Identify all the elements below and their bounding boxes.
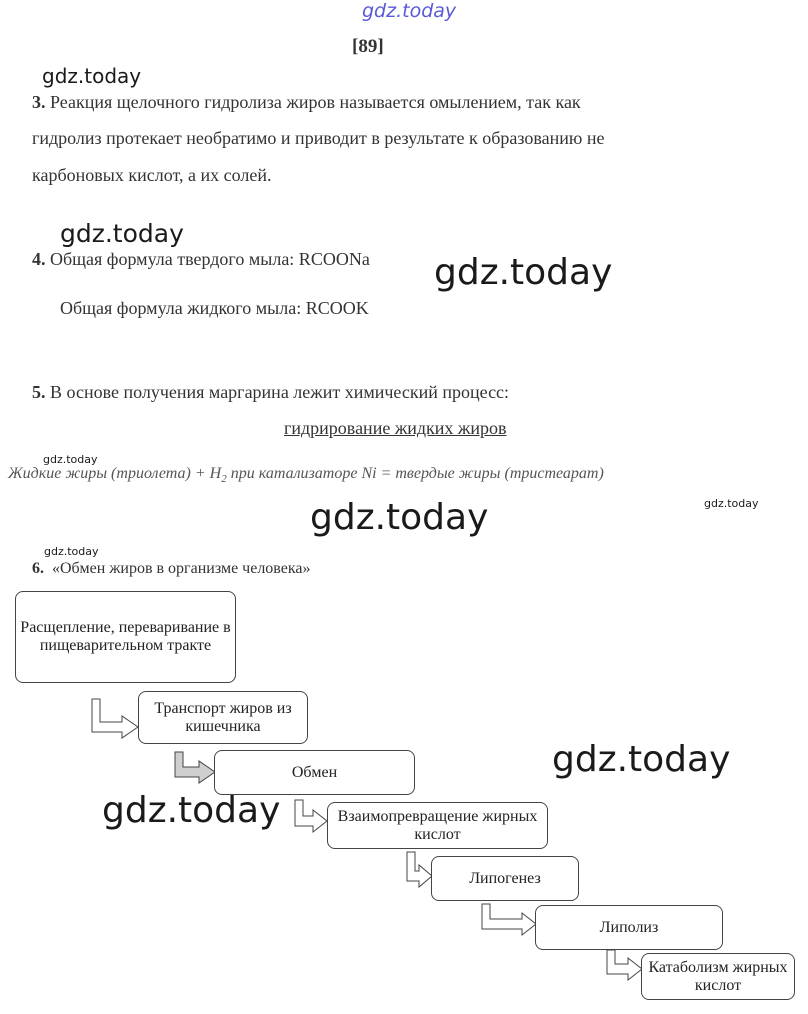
question-number: 5. [32,382,46,402]
watermark: gdz.today [42,64,142,88]
watermark-top: gdz.today [362,0,457,22]
q3-line3: карбоновых кислот, а их солей. [32,165,272,185]
watermark: gdz.today [434,252,613,293]
equation-part-a: Жидкие жиры (триолета) + H [8,465,222,482]
equation-subscript: 2 [221,473,227,486]
watermark: gdz.today [552,739,731,780]
flow-step-transport: Транспорт жиров из кишечника [138,691,308,744]
arrow-6 [607,950,642,980]
arrow-5 [482,904,536,935]
question-number: 6. [32,560,44,577]
flow-step-catabolism: Катаболизм жирных кислот [641,953,795,1000]
question-number: 4. [32,249,46,269]
watermark: gdz.today [704,497,759,510]
arrow-4 [407,852,432,887]
flow-step-exchange: Обмен [214,750,415,795]
watermark: gdz.today [44,545,99,558]
q4-line1: Общая формула твердого мыла: RCOONa [50,249,370,269]
q3-line2: гидролиз протекает необратимо и приводит в результате к образованию не [32,128,605,148]
equation-part-b: при катализаторе Ni = твердые жиры (тристеарат) [226,465,604,482]
question-number: 3. [32,92,46,112]
flow-step-digestion: Расщепление, переваривание в пищеварительном тракте [15,591,236,683]
watermark: gdz.today [60,219,184,248]
flow-step-lipogenesis: Липогенез [431,856,579,901]
q4-line2: Общая формула жидкого мыла: RCOOK [60,298,369,318]
watermark: gdz.today [102,790,281,831]
page-number: [89] [352,36,384,57]
arrow-2 [175,752,215,783]
flow-step-lipolysis: Липолиз [535,905,723,950]
watermark: gdz.today [43,453,98,466]
q3-line1: Реакция щелочного гидролиза жиров называется омылением, так как [50,92,581,112]
flow-step-interconversion: Взаимопревращение жирных кислот [327,802,548,849]
q6-title: «Обмен жиров в организме человека» [52,560,311,577]
q5-answer: гидрирование жидких жиров [284,418,507,438]
q5-line1: В основе получения маргарина лежит химический процесс: [50,382,510,402]
arrow-1 [92,699,138,738]
arrow-3 [295,800,327,832]
watermark: gdz.today [310,497,489,538]
